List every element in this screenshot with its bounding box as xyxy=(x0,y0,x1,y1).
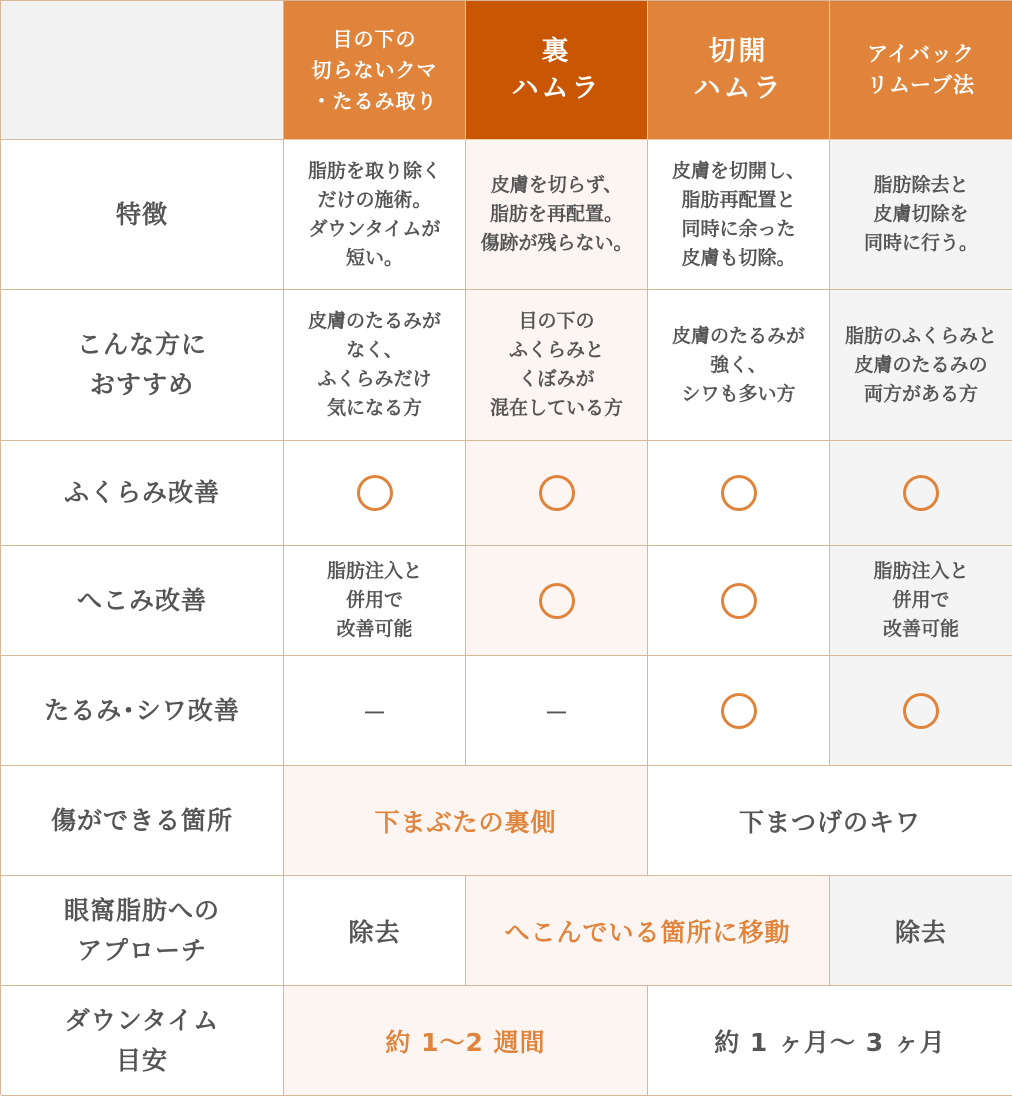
row-label-hollow: へこみ改善 xyxy=(1,546,284,656)
sag-col1: － xyxy=(284,656,466,766)
scar-lash-line: 下まつげのキワ xyxy=(648,766,1012,876)
recommend-col2: 目の下の ふくらみと くぼみが 混在している方 xyxy=(466,290,648,441)
row-label-approach: 眼窩脂肪への アプローチ xyxy=(1,876,284,986)
circle-mark-icon xyxy=(357,475,393,511)
sag-col4 xyxy=(830,656,1012,766)
bulge-col4 xyxy=(830,441,1012,546)
header-non-incision: 目の下の 切らないクマ ・たるみ取り xyxy=(284,1,466,140)
feature-col2: 皮膚を切らず、 脂肪を再配置。 傷跡が残らない。 xyxy=(466,140,648,290)
downtime-short: 約 1～2 週間 xyxy=(284,986,648,1096)
row-label-recommend: こんな方に おすすめ xyxy=(1,290,284,441)
row-label-scar: 傷ができる箇所 xyxy=(1,766,284,876)
circle-mark-icon xyxy=(721,693,757,729)
header-ura-hamra: 裏 ハムラ xyxy=(466,1,648,140)
row-label-bulge: ふくらみ改善 xyxy=(1,441,284,546)
feature-col3: 皮膚を切開し、 脂肪再配置と 同時に余った 皮膚も切除。 xyxy=(648,140,830,290)
circle-mark-icon xyxy=(903,693,939,729)
recommend-col1: 皮膚のたるみが なく、 ふくらみだけ 気になる方 xyxy=(284,290,466,441)
bulge-col3 xyxy=(648,441,830,546)
header-eyebag-removal: アイバック リムーブ法 xyxy=(830,1,1012,140)
row-label-feature: 特徴 xyxy=(1,140,284,290)
row-label-downtime: ダウンタイム 目安 xyxy=(1,986,284,1096)
circle-mark-icon xyxy=(539,475,575,511)
sag-col3 xyxy=(648,656,830,766)
recommend-col3: 皮膚のたるみが 強く、 シワも多い方 xyxy=(648,290,830,441)
hollow-col4: 脂肪注入と 併用で 改善可能 xyxy=(830,546,1012,656)
circle-mark-icon xyxy=(721,475,757,511)
approach-relocate: へこんでいる箇所に移動 xyxy=(466,876,830,986)
downtime-long: 約 1 ヶ月～ 3 ヶ月 xyxy=(648,986,1012,1096)
approach-col4: 除去 xyxy=(830,876,1012,986)
bulge-col2 xyxy=(466,441,648,546)
recommend-col4: 脂肪のふくらみと 皮膚のたるみの 両方がある方 xyxy=(830,290,1012,441)
circle-mark-icon xyxy=(539,583,575,619)
circle-mark-icon xyxy=(721,583,757,619)
sag-col2: － xyxy=(466,656,648,766)
header-incision-hamra: 切開 ハムラ xyxy=(648,1,830,140)
approach-col1: 除去 xyxy=(284,876,466,986)
table-corner xyxy=(1,1,284,140)
feature-col4: 脂肪除去と 皮膚切除を 同時に行う。 xyxy=(830,140,1012,290)
circle-mark-icon xyxy=(903,475,939,511)
hollow-col2 xyxy=(466,546,648,656)
scar-inner-eyelid: 下まぶたの裏側 xyxy=(284,766,648,876)
hollow-col1: 脂肪注入と 併用で 改善可能 xyxy=(284,546,466,656)
hollow-col3 xyxy=(648,546,830,656)
feature-col1: 脂肪を取り除く だけの施術。 ダウンタイムが 短い。 xyxy=(284,140,466,290)
bulge-col1 xyxy=(284,441,466,546)
row-label-sag: たるみ･シワ改善 xyxy=(1,656,284,766)
